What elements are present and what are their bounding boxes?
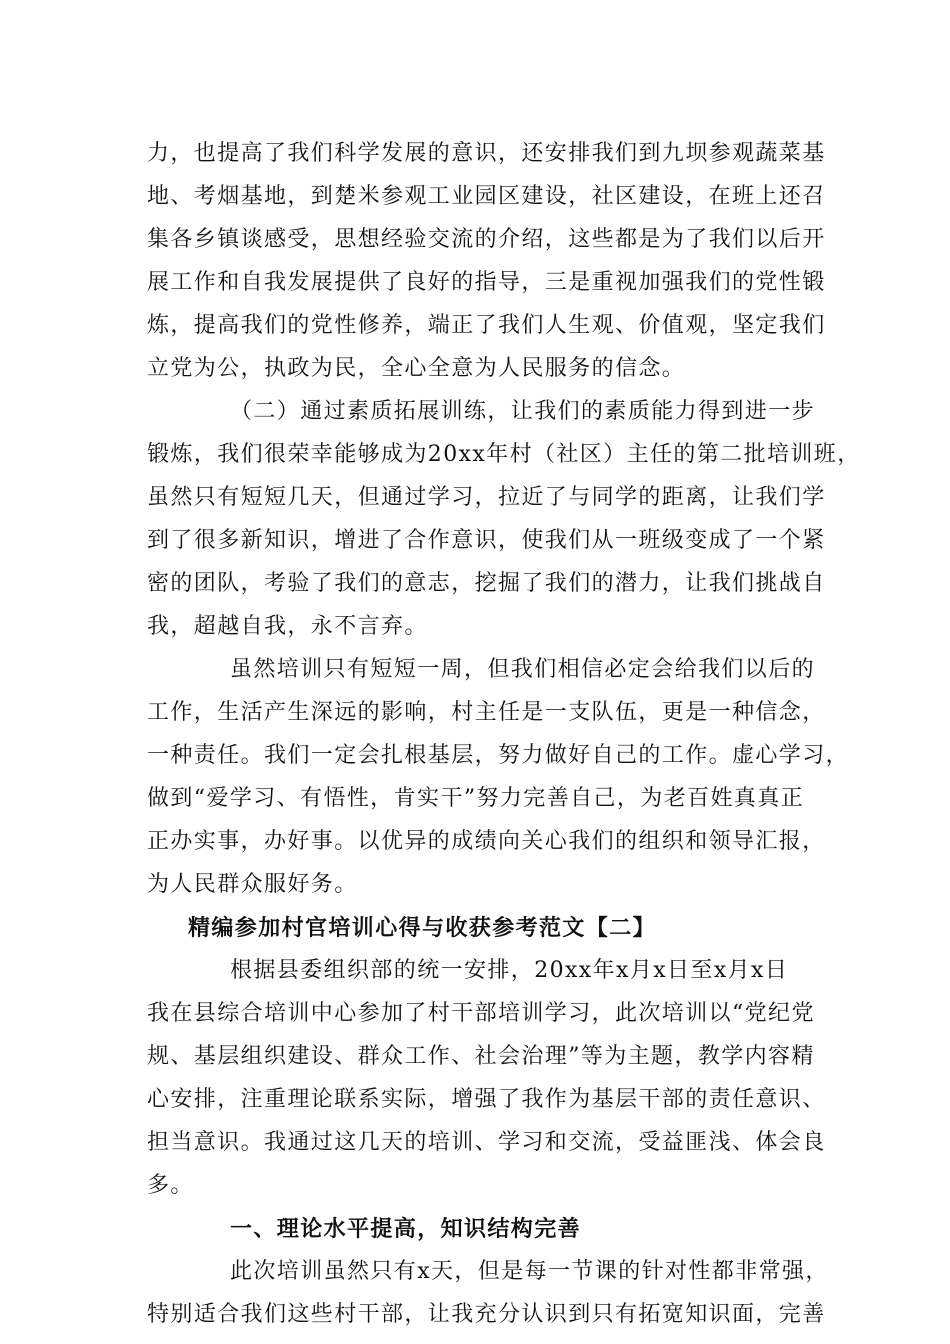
text-line: 展工作和自我发展提供了良好的指导，三是重视加强我们的党性锻 [147,270,826,295]
text-line: 炼，提高我们的党性修养，端正了我们人生观、价值观，坚定我们 [147,313,826,338]
section-heading: 精编参加村官培训心得与收获参考范文【二】 [188,915,657,941]
section-paragraph-start: （二）通过素质拓展训练，让我们的素质能力得到进一步 [230,399,816,424]
text-line: 我在县综合培训中心参加了村干部培训学习，此次培训以“党纪党 [147,1001,815,1026]
text-line: 为人民群众服好务。 [147,872,358,897]
text-line: 我，超越自我，永不言弃。 [147,614,428,639]
paragraph-start: 此次培训虽然只有x天，但是每一节课的针对性都非常强， [230,1259,829,1284]
text-line: 正办实事，办好事。以优异的成绩向关心我们的组织和领导汇报， [147,829,826,854]
paragraph-start: 虽然培训只有短短一周，但我们相信必定会给我们以后的 [230,657,816,682]
text-line: 虽然只有短短几天，但通过学习，拉近了与同学的距离，让我们学 [147,485,826,510]
text-line: 到了很多新知识，增进了合作意识，使我们从一班级变成了一个紧 [147,528,826,553]
text-line: 工作，生活产生深远的影响，村主任是一支队伍，更是一种信念， [147,700,826,725]
paragraph-start: 根据县委组织部的统一安排，20xx年x月x日至x月x日 [230,958,789,983]
text-line: 集各乡镇谈感受，思想经验交流的介绍，这些都是为了我们以后开 [147,227,826,252]
text-line: 一种责任。我们一定会扎根基层，努力做好自己的工作。虚心学习， [147,743,850,768]
text-line: 担当意识。我通过这几天的培训、学习和交流，受益匪浅、体会良 [147,1130,826,1155]
text-line: 地、考烟基地，到楚米参观工业园区建设，社区建设，在班上还召 [147,184,826,209]
text-line: 心安排，注重理论联系实际，增强了我作为基层干部的责任意识、 [147,1087,826,1112]
text-line: 立党为公，执政为民，全心全意为人民服务的信念。 [147,356,686,381]
text-line: 特别适合我们这些村干部，让我充分认识到只有拓宽知识面，完善 [147,1302,826,1327]
text-line: 做到“爱学习、有悟性，肯实干”努力完善自己，为老百姓真真正 [147,786,805,811]
text-line: 规、基层组织建设、群众工作、社会治理”等为主题，教学内容精 [147,1044,815,1069]
text-line: 多。 [147,1173,194,1198]
text-line: 锻炼，我们很荣幸能够成为20xx年村（社区）主任的第二批培训班， [147,442,861,467]
text-line: 力，也提高了我们科学发展的意识，还安排我们到九坝参观蔬菜基 [147,141,826,166]
subsection-heading: 一、理论水平提高，知识结构完善 [230,1216,582,1242]
text-line: 密的团队，考验了我们的意志，挖掘了我们的潜力，让我们挑战自 [147,571,826,596]
